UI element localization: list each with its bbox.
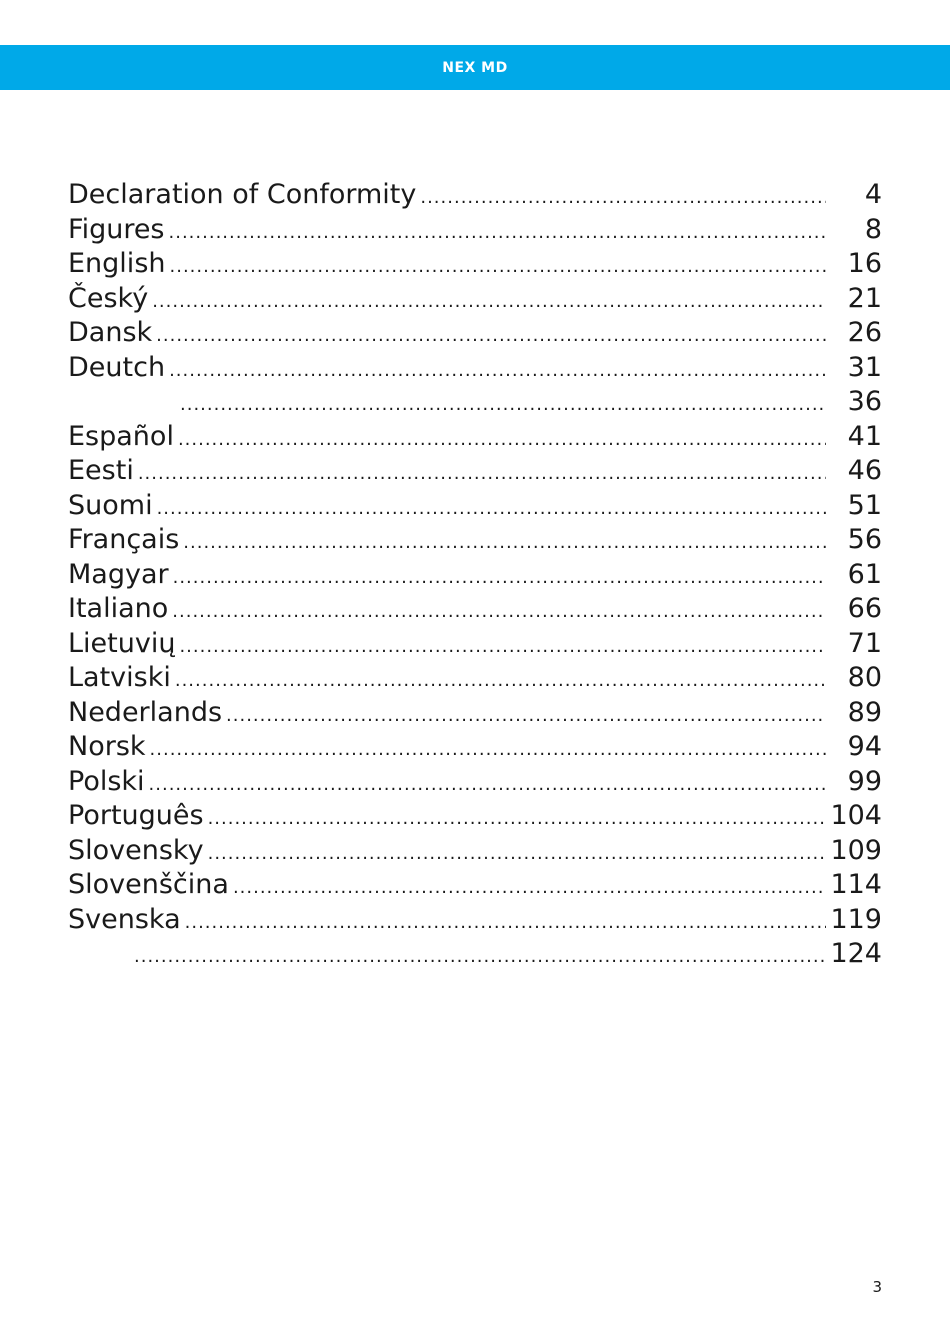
toc-leader-dots bbox=[179, 630, 826, 665]
toc-entry-page: 80 bbox=[847, 662, 882, 693]
toc-leader-dots bbox=[183, 526, 826, 561]
toc-entry-page: 104 bbox=[830, 800, 882, 831]
toc-leader-dots bbox=[169, 354, 826, 389]
toc-leader-dots bbox=[157, 492, 826, 527]
toc-leader-dots bbox=[172, 595, 826, 630]
toc-entry-label: Slovenščina bbox=[68, 869, 229, 900]
toc-leader-dots bbox=[208, 802, 826, 837]
toc-entry-label: Nederlands bbox=[68, 696, 223, 728]
toc-entry[interactable] bbox=[68, 213, 882, 248]
toc-entry-page: 4 bbox=[864, 179, 882, 210]
table-of-contents bbox=[68, 178, 882, 972]
toc-entry-label: Eesti bbox=[68, 455, 134, 486]
toc-entry-label: Magyar bbox=[68, 558, 169, 590]
toc-leader-dots bbox=[138, 457, 826, 492]
toc-entry-page: 26 bbox=[847, 317, 882, 348]
toc-leader-dots bbox=[150, 733, 826, 768]
toc-entry[interactable] bbox=[68, 592, 882, 627]
toc-entry[interactable] bbox=[68, 489, 882, 524]
toc-entry-label: Français bbox=[68, 524, 180, 555]
toc-entry-page: 46 bbox=[847, 455, 882, 486]
toc-entry[interactable] bbox=[68, 385, 882, 420]
toc-leader-dots bbox=[226, 699, 826, 734]
toc-leader-dots bbox=[170, 250, 827, 285]
toc-entry[interactable] bbox=[68, 523, 882, 558]
toc-entry-page: 61 bbox=[847, 558, 882, 590]
toc-entry-page: 16 bbox=[847, 248, 882, 279]
toc-entry[interactable] bbox=[68, 454, 882, 489]
toc-entry-label: Suomi bbox=[68, 489, 153, 521]
toc-entry-page: 21 bbox=[847, 282, 882, 314]
toc-entry[interactable] bbox=[68, 178, 882, 213]
toc-leader-dots bbox=[233, 871, 826, 906]
toc-entry[interactable] bbox=[68, 627, 882, 662]
toc-entry-label: Polski bbox=[68, 765, 145, 797]
toc-leader-dots bbox=[185, 906, 826, 941]
toc-entry-label: Norsk bbox=[68, 731, 146, 762]
toc-leader-dots bbox=[156, 319, 826, 354]
toc-entry-label: English bbox=[68, 248, 166, 279]
toc-entry-label: Slovensky bbox=[68, 834, 204, 866]
toc-entry[interactable] bbox=[68, 868, 882, 903]
page-number: 3 bbox=[872, 1278, 882, 1296]
toc-entry-page: 109 bbox=[830, 834, 882, 866]
toc-entry-page: 56 bbox=[847, 524, 882, 555]
toc-entry-page: 51 bbox=[847, 489, 882, 521]
toc-entry[interactable] bbox=[68, 247, 882, 282]
toc-leader-dots bbox=[420, 181, 826, 216]
toc-entry-label: Español bbox=[68, 420, 174, 452]
toc-entry-label: Dansk bbox=[68, 317, 153, 348]
toc-entry[interactable] bbox=[68, 316, 882, 351]
toc-entry-page: 41 bbox=[847, 420, 882, 452]
toc-entry-page: 36 bbox=[847, 386, 882, 417]
toc-entry-label: Figures bbox=[68, 213, 165, 245]
toc-entry-page: 71 bbox=[847, 627, 882, 659]
toc-entry-label: Italiano bbox=[68, 593, 169, 624]
toc-entry[interactable] bbox=[68, 799, 882, 834]
toc-entry[interactable] bbox=[68, 903, 882, 938]
toc-entry[interactable] bbox=[68, 730, 882, 765]
header-bar bbox=[0, 45, 950, 90]
toc-leader-dots bbox=[169, 216, 826, 251]
toc-leader-dots bbox=[134, 940, 826, 975]
toc-leader-dots bbox=[173, 561, 826, 596]
toc-entry-label: Lietuvių bbox=[68, 627, 176, 659]
toc-entry[interactable] bbox=[68, 696, 882, 731]
toc-entry[interactable] bbox=[68, 351, 882, 386]
toc-entry-label: Português bbox=[68, 800, 204, 831]
toc-entry-page: 31 bbox=[847, 351, 882, 383]
toc-leader-dots bbox=[149, 768, 826, 803]
toc-leader-dots bbox=[175, 664, 826, 699]
toc-entry-page: 99 bbox=[847, 765, 882, 797]
header-title: NEX MD bbox=[442, 59, 508, 76]
toc-entry-page: 114 bbox=[830, 869, 882, 900]
toc-entry[interactable] bbox=[68, 834, 882, 869]
toc-entry-label: Český bbox=[68, 282, 149, 314]
toc-leader-dots bbox=[208, 837, 826, 872]
toc-entry-page: 94 bbox=[847, 731, 882, 762]
toc-entry[interactable] bbox=[68, 661, 882, 696]
toc-leader-dots bbox=[152, 285, 826, 320]
toc-entry-label: Deutch bbox=[68, 351, 166, 383]
toc-leader-dots bbox=[178, 423, 826, 458]
toc-entry-page: 119 bbox=[830, 903, 882, 935]
toc-entry[interactable] bbox=[68, 937, 882, 972]
toc-entry-page: 89 bbox=[847, 696, 882, 728]
toc-entry-page: 66 bbox=[847, 593, 882, 624]
toc-entry[interactable] bbox=[68, 765, 882, 800]
toc-entry[interactable] bbox=[68, 558, 882, 593]
toc-entry-page: 124 bbox=[830, 938, 882, 969]
toc-entry-label: Latviski bbox=[68, 662, 171, 693]
toc-entry-page: 8 bbox=[864, 213, 882, 245]
toc-entry[interactable] bbox=[68, 420, 882, 455]
toc-leader-dots bbox=[180, 388, 826, 423]
toc-entry-label: Svenska bbox=[68, 903, 181, 935]
toc-entry[interactable] bbox=[68, 282, 882, 317]
toc-entry-label: Declaration of Conformity bbox=[68, 179, 417, 210]
